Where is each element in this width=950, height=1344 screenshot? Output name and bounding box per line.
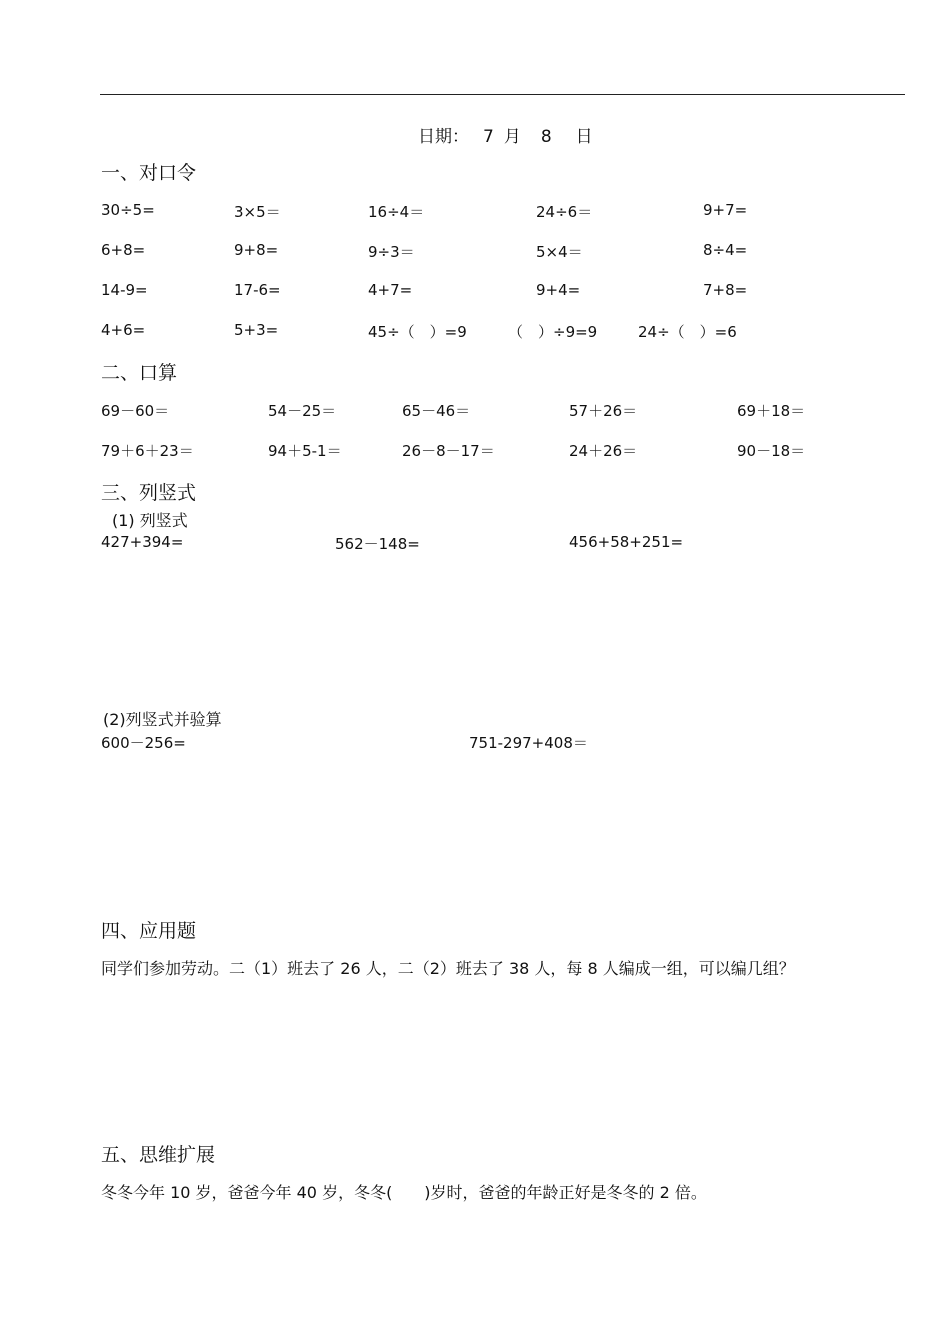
problem: 57＋26＝ xyxy=(569,402,638,420)
date-line xyxy=(418,122,593,147)
problem: 8÷4= xyxy=(703,241,748,259)
problem: 69－60＝ xyxy=(101,402,170,420)
problem: 5+3= xyxy=(234,321,279,339)
problem: 6+8= xyxy=(101,241,146,259)
problem: 69＋18＝ xyxy=(737,402,806,420)
problem: 45÷（ ）=9 xyxy=(368,323,467,341)
problem: 14-9= xyxy=(101,281,148,299)
word-problem-text: 同学们参加劳动。二（1）班去了 26 人，二（2）班去了 38 人，每 8 人编成一组，可以编几组？ xyxy=(101,959,795,978)
section-1-title: 一、对口令 xyxy=(101,162,197,184)
problem: 427+394= xyxy=(101,533,184,551)
date-month-unit: 月 xyxy=(503,127,521,147)
problem: 54－25＝ xyxy=(268,402,337,420)
problem: 24÷6＝ xyxy=(536,203,593,221)
problem: 94＋5-1＝ xyxy=(268,442,342,460)
problem: （ ）÷9=9 xyxy=(508,323,598,341)
problem: 26－8－17＝ xyxy=(402,442,495,460)
problem: 3×5＝ xyxy=(234,203,281,221)
section-2-title: 二、口算 xyxy=(101,362,178,384)
problem: 65－46＝ xyxy=(402,402,471,420)
problem: 16÷4＝ xyxy=(368,203,425,221)
problem: 9+4= xyxy=(536,281,581,299)
subsection-2-title: (2)列竖式并验算 xyxy=(103,710,222,729)
problem: 9÷3＝ xyxy=(368,243,415,261)
problem: 7+8= xyxy=(703,281,748,299)
date-month-value: 7 xyxy=(483,127,494,147)
date-label: 日期： xyxy=(418,127,469,147)
problem: 9+7= xyxy=(703,201,748,219)
top-rule xyxy=(100,94,905,95)
problem: 24÷（ ）=6 xyxy=(638,323,737,341)
subsection-1-title: (1) 列竖式 xyxy=(112,511,188,530)
problem: 456+58+251= xyxy=(569,533,684,551)
problem: 562－148= xyxy=(335,535,420,553)
problem: 4+7= xyxy=(368,281,413,299)
problem: 79＋6＋23＝ xyxy=(101,442,194,460)
problem: 5×4＝ xyxy=(536,243,583,261)
problem: 600－256= xyxy=(101,734,186,752)
thinking-problem-text: 冬冬今年 10 岁，爸爸今年 40 岁，冬冬( )岁时，爸爸的年龄正好是冬冬的 2 倍。 xyxy=(101,1183,707,1202)
problem: 9+8= xyxy=(234,241,279,259)
section-3-title: 三、列竖式 xyxy=(101,482,197,504)
problem: 4+6= xyxy=(101,321,146,339)
problem: 30÷5= xyxy=(101,201,155,219)
problem: 17-6= xyxy=(234,281,281,299)
date-day-value: 8 xyxy=(540,127,552,147)
date-day-unit: 日 xyxy=(575,127,593,147)
problem: 751-297+408＝ xyxy=(469,734,588,752)
problem: 24＋26＝ xyxy=(569,442,638,460)
section-5-title: 五、思维扩展 xyxy=(101,1144,216,1166)
problem: 90－18＝ xyxy=(737,442,806,460)
section-4-title: 四、应用题 xyxy=(101,920,197,942)
